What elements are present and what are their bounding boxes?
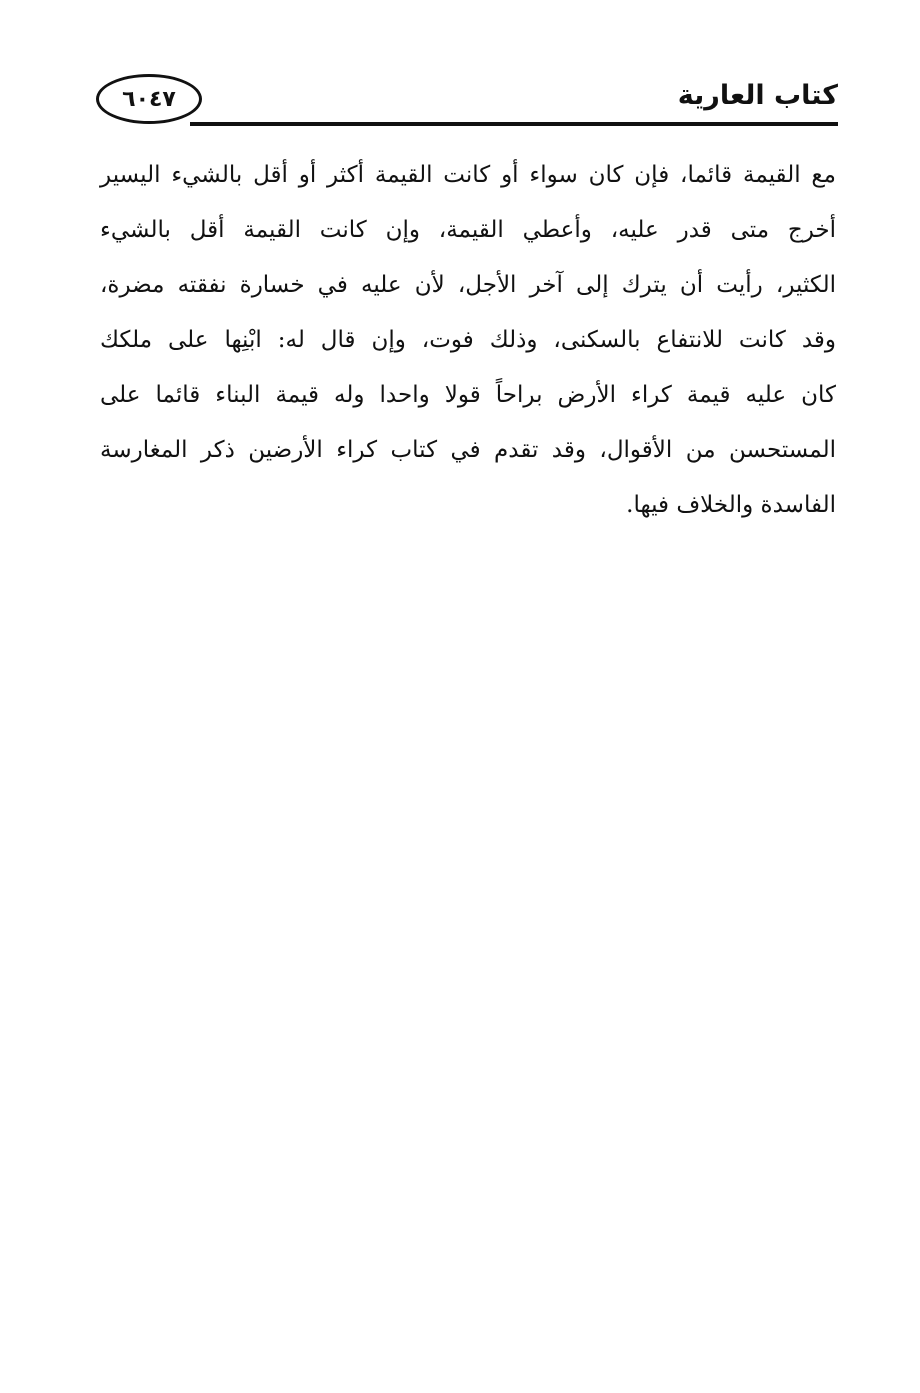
page-number: ٦٠٤٧ xyxy=(122,86,176,112)
page-number-badge xyxy=(96,74,202,124)
page-header xyxy=(92,66,838,128)
text-line: وقد كانت للانتفاع بالسكنى، وذلك فوت، وإن قال له: ابْنِها على ملكك xyxy=(100,327,836,353)
text-line: الفاسدة والخلاف فيها. xyxy=(626,492,836,518)
text-line: الكثير، رأيت أن يترك إلى آخر الأجل، لأن عليه في خسارة نفقته مضرة، xyxy=(100,272,836,298)
header-rule xyxy=(190,122,838,126)
text-line: مع القيمة قائما، فإن كان سواء أو كانت القيمة أكثر أو أقل بالشيء اليسير xyxy=(100,162,836,188)
text-line: أخرج متى قدر عليه، وأعطي القيمة، وإن كانت القيمة أقل بالشيء xyxy=(100,217,836,243)
body-text xyxy=(100,148,836,533)
text-line: كان عليه قيمة كراء الأرض براحاً قولا واحدا وله قيمة البناء قائما على xyxy=(100,382,836,408)
text-line: المستحسن من الأقوال، وقد تقدم في كتاب كراء الأرضين ذكر المغارسة xyxy=(100,437,836,463)
chapter-title: كتاب العارية xyxy=(677,80,838,111)
